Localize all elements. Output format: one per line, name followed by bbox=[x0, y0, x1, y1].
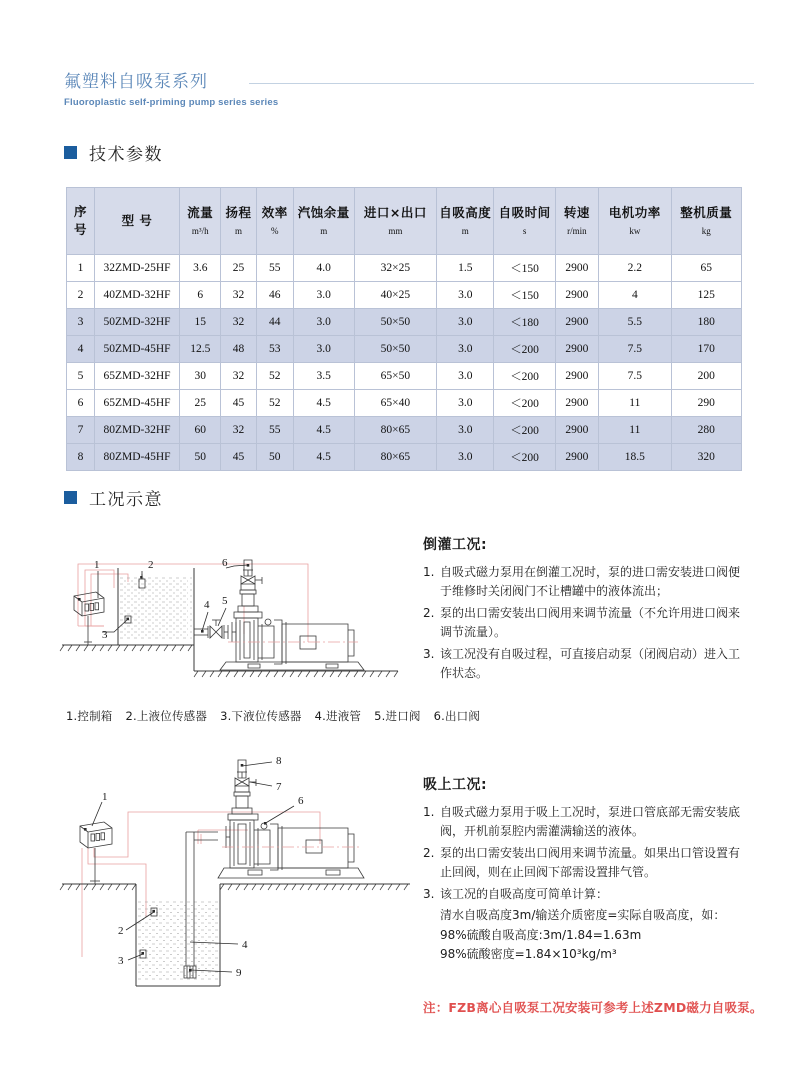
col-header-npsh-label: 汽蚀余量 bbox=[297, 205, 350, 221]
item-number: 2. bbox=[423, 605, 435, 620]
table-cell-power: 7.5 bbox=[599, 336, 671, 363]
col-header-inlet-outlet-unit: mm bbox=[388, 225, 403, 236]
lift-suction-title: 吸上工况: bbox=[423, 777, 488, 793]
table-cell-suction-time: ＜200 bbox=[494, 390, 555, 417]
lift-suction-text-block bbox=[423, 774, 743, 965]
col-header-efficiency-unit: % bbox=[270, 225, 279, 236]
table-body bbox=[67, 255, 742, 471]
table-cell-speed: 2900 bbox=[555, 336, 598, 363]
table-cell-model: 32ZMD-25HF bbox=[94, 255, 179, 282]
formula-line-2: 98%硫酸自吸高度:3m/1.84=1.63m bbox=[440, 927, 642, 942]
table-cell-suction-time: ＜180 bbox=[494, 309, 555, 336]
table-cell-power: 11 bbox=[599, 417, 671, 444]
table-cell-power: 11 bbox=[599, 390, 671, 417]
col-header-suction-time-label: 自吸时间 bbox=[498, 205, 551, 221]
section-heading-tech-params bbox=[64, 140, 163, 165]
col-header-mass-unit: kg bbox=[701, 225, 711, 236]
page-title-en: Fluoroplastic self-priming pump series series bbox=[64, 97, 279, 109]
lift-item-2 bbox=[423, 844, 743, 883]
col-header-motor-power bbox=[599, 188, 671, 255]
table-row bbox=[67, 390, 742, 417]
table-cell-speed: 2900 bbox=[555, 390, 598, 417]
col-header-suction-height-unit: m bbox=[461, 225, 469, 236]
table-cell-mass: 180 bbox=[671, 309, 741, 336]
diagram1-label-3: 3 bbox=[102, 629, 108, 641]
table-cell-model: 80ZMD-45HF bbox=[94, 444, 179, 471]
flooded-suction-text-block bbox=[423, 534, 743, 686]
lift-suction-items bbox=[423, 803, 743, 904]
col-header-flow-unit: m³/h bbox=[191, 225, 209, 236]
table-cell-npsh: 3.0 bbox=[293, 309, 354, 336]
legend-entry-3: 3.下液位传感器 bbox=[220, 709, 302, 723]
col-header-model-label: 型 号 bbox=[121, 212, 153, 228]
table-cell-npsh: 3.5 bbox=[293, 363, 354, 390]
table-row bbox=[67, 255, 742, 282]
diagram1-label-6: 6 bbox=[222, 557, 228, 569]
table-cell-flow: 12.5 bbox=[180, 336, 221, 363]
table-cell-power: 7.5 bbox=[599, 363, 671, 390]
legend-entry-5: 5.进口阀 bbox=[374, 709, 421, 723]
square-bullet-icon bbox=[64, 146, 77, 159]
lift-suction-formulas bbox=[423, 906, 743, 964]
table-cell-npsh: 4.0 bbox=[293, 255, 354, 282]
table-cell-inout: 50×50 bbox=[354, 336, 436, 363]
table-cell-mass: 200 bbox=[671, 363, 741, 390]
table-cell-flow: 25 bbox=[180, 390, 221, 417]
table-cell-suction-time: ＜200 bbox=[494, 417, 555, 444]
table-cell-eff: 53 bbox=[256, 336, 293, 363]
col-header-efficiency bbox=[256, 188, 293, 255]
title-divider bbox=[249, 83, 754, 84]
diagram2-label-6: 6 bbox=[298, 795, 304, 807]
table-cell-npsh: 4.5 bbox=[293, 444, 354, 471]
col-header-head bbox=[221, 188, 256, 255]
table-cell-mass: 280 bbox=[671, 417, 741, 444]
table-row bbox=[67, 363, 742, 390]
col-header-motor-power-label: 电机功率 bbox=[608, 205, 661, 221]
col-header-inlet-outlet-label: 进口×出口 bbox=[363, 205, 427, 221]
item-number: 3. bbox=[423, 886, 435, 901]
page-title-cn: 氟塑料自吸泵系列 bbox=[64, 72, 208, 92]
formula-line-1: 清水自吸高度3m/输送介质密度=实际自吸高度，如： bbox=[440, 908, 726, 923]
lift-item-1 bbox=[423, 803, 743, 842]
table-cell-no: 4 bbox=[67, 336, 95, 363]
table-cell-head: 32 bbox=[221, 309, 256, 336]
square-bullet-icon bbox=[64, 491, 77, 504]
table-row bbox=[67, 336, 742, 363]
table-cell-no: 5 bbox=[67, 363, 95, 390]
table-cell-suction-time: ＜150 bbox=[494, 282, 555, 309]
diagram1-label-4: 4 bbox=[204, 599, 210, 611]
col-header-speed-unit: r/min bbox=[567, 225, 587, 236]
table-cell-head: 32 bbox=[221, 282, 256, 309]
flooded-item-2 bbox=[423, 604, 743, 643]
page-header bbox=[64, 72, 754, 108]
flooded-item-3 bbox=[423, 645, 743, 684]
table-cell-model: 50ZMD-45HF bbox=[94, 336, 179, 363]
table-cell-inout: 50×50 bbox=[354, 309, 436, 336]
table-cell-no: 3 bbox=[67, 309, 95, 336]
table-cell-inout: 40×25 bbox=[354, 282, 436, 309]
table-cell-suction-height: 3.0 bbox=[437, 444, 494, 471]
table-cell-power: 2.2 bbox=[599, 255, 671, 282]
table-cell-eff: 55 bbox=[256, 255, 293, 282]
formula-line-3: 98%硫酸密度=1.84×10³kg/m³ bbox=[440, 947, 617, 962]
table-cell-suction-time: ＜200 bbox=[494, 444, 555, 471]
table-cell-head: 25 bbox=[221, 255, 256, 282]
lift-item-3 bbox=[423, 885, 743, 904]
table-cell-eff: 55 bbox=[256, 417, 293, 444]
diagram-lift-suction bbox=[58, 752, 418, 1002]
table-cell-inout: 80×65 bbox=[354, 444, 436, 471]
table-row bbox=[67, 309, 742, 336]
flooded-item-1 bbox=[423, 563, 743, 602]
legend-entry-6: 6.出口阀 bbox=[433, 709, 481, 723]
table-cell-eff: 50 bbox=[256, 444, 293, 471]
legend-entry-2: 2.上液位传感器 bbox=[125, 709, 208, 723]
table-cell-speed: 2900 bbox=[555, 282, 598, 309]
legend-entry-4: 4.进液管 bbox=[314, 709, 362, 723]
table-cell-speed: 2900 bbox=[555, 255, 598, 282]
table-cell-npsh: 4.5 bbox=[293, 390, 354, 417]
table-cell-speed: 2900 bbox=[555, 363, 598, 390]
table-cell-flow: 50 bbox=[180, 444, 221, 471]
table-cell-speed: 2900 bbox=[555, 444, 598, 471]
table-cell-head: 45 bbox=[221, 390, 256, 417]
table-cell-suction-height: 3.0 bbox=[437, 390, 494, 417]
table-cell-power: 5.5 bbox=[599, 309, 671, 336]
table-cell-mass: 125 bbox=[671, 282, 741, 309]
col-header-inlet-outlet bbox=[354, 188, 436, 255]
table-cell-suction-height: 3.0 bbox=[437, 417, 494, 444]
col-header-mass-label: 整机质量 bbox=[680, 205, 733, 221]
col-header-mass bbox=[671, 188, 741, 255]
table-cell-no: 1 bbox=[67, 255, 95, 282]
table-cell-mass: 65 bbox=[671, 255, 741, 282]
col-header-suction-time bbox=[494, 188, 555, 255]
flooded-suction-items bbox=[423, 563, 743, 684]
col-header-model bbox=[94, 188, 179, 255]
diagram1-legend bbox=[66, 708, 493, 724]
item-number: 3. bbox=[423, 646, 435, 661]
table-cell-head: 32 bbox=[221, 417, 256, 444]
table-cell-eff: 44 bbox=[256, 309, 293, 336]
table-cell-inout: 65×50 bbox=[354, 363, 436, 390]
table-cell-suction-height: 3.0 bbox=[437, 336, 494, 363]
table-cell-suction-time: ＜150 bbox=[494, 255, 555, 282]
section-title-text: 工况示意 bbox=[89, 490, 163, 510]
col-header-suction-time-unit: s bbox=[522, 225, 527, 236]
diagram1-label-1: 1 bbox=[94, 559, 100, 571]
table-cell-flow: 30 bbox=[180, 363, 221, 390]
item-text: 泵的出口需安装出口阀用来调节流量。如果出口管设置有止回阀，则在止回阀下部需设置排气管。 bbox=[440, 845, 741, 880]
col-header-npsh bbox=[293, 188, 354, 255]
table-row bbox=[67, 444, 742, 471]
table-cell-model: 50ZMD-32HF bbox=[94, 309, 179, 336]
table-cell-eff: 46 bbox=[256, 282, 293, 309]
col-header-head-unit: m bbox=[235, 225, 243, 236]
table-cell-flow: 3.6 bbox=[180, 255, 221, 282]
table-cell-eff: 52 bbox=[256, 390, 293, 417]
table-cell-inout: 80×65 bbox=[354, 417, 436, 444]
diagram1-label-5: 5 bbox=[222, 595, 228, 607]
section-heading-working-conditions bbox=[64, 485, 163, 510]
diagram-flooded-suction bbox=[58, 546, 418, 706]
footer-note: 注：FZB离心自吸泵工况安装可参考上述ZMD磁力自吸泵。 bbox=[423, 1000, 763, 1015]
item-text: 自吸式磁力泵用于吸上工况时，泵进口管底部无需安装底阀，开机前泵腔内需灌满输送的液体。 bbox=[440, 805, 741, 839]
table-cell-npsh: 3.0 bbox=[293, 336, 354, 363]
table-cell-head: 32 bbox=[221, 363, 256, 390]
col-header-no-label: 序 号 bbox=[73, 204, 87, 237]
col-header-flow-label: 流量 bbox=[187, 205, 214, 221]
table-row bbox=[67, 417, 742, 444]
table-cell-model: 65ZMD-32HF bbox=[94, 363, 179, 390]
table-row bbox=[67, 282, 742, 309]
diagram2-label-9: 9 bbox=[236, 967, 242, 979]
table-cell-npsh: 3.0 bbox=[293, 282, 354, 309]
col-header-suction-height-label: 自吸高度 bbox=[439, 205, 492, 221]
col-header-speed bbox=[555, 188, 598, 255]
table-cell-suction-height: 3.0 bbox=[437, 309, 494, 336]
col-header-suction-height bbox=[437, 188, 494, 255]
col-header-head-label: 扬程 bbox=[225, 205, 252, 221]
table-cell-npsh: 4.5 bbox=[293, 417, 354, 444]
table-cell-flow: 6 bbox=[180, 282, 221, 309]
table-cell-power: 18.5 bbox=[599, 444, 671, 471]
legend-entry-1: 1.控制箱 bbox=[66, 709, 113, 723]
table-cell-mass: 320 bbox=[671, 444, 741, 471]
flooded-suction-title: 倒灌工况: bbox=[423, 537, 488, 553]
diagram2-label-2: 2 bbox=[118, 925, 124, 937]
table-cell-suction-time: ＜200 bbox=[494, 363, 555, 390]
diagram2-label-1: 1 bbox=[102, 791, 108, 803]
table-cell-suction-height: 1.5 bbox=[437, 255, 494, 282]
table-header-row bbox=[67, 188, 742, 255]
table-cell-model: 65ZMD-45HF bbox=[94, 390, 179, 417]
table-cell-suction-time: ＜200 bbox=[494, 336, 555, 363]
item-number: 2. bbox=[423, 845, 435, 860]
table-cell-suction-height: 3.0 bbox=[437, 282, 494, 309]
table-header bbox=[67, 188, 742, 255]
table-cell-power: 4 bbox=[599, 282, 671, 309]
diagram2-label-7: 7 bbox=[276, 781, 282, 793]
table-cell-flow: 60 bbox=[180, 417, 221, 444]
table-cell-inout: 65×40 bbox=[354, 390, 436, 417]
diagram2-label-3: 3 bbox=[118, 955, 124, 967]
col-header-motor-power-unit: kw bbox=[629, 225, 641, 236]
col-header-npsh-unit: m bbox=[320, 225, 328, 236]
item-text: 泵的出口需安装出口阀用来调节流量（不允许用进口阀来调节流量）。 bbox=[440, 605, 741, 640]
specification-table bbox=[66, 187, 742, 471]
item-text: 自吸式磁力泵用在倒灌工况时，泵的进口需安装进口阀便于维修时关闭阀门不让槽罐中的液体流出； bbox=[440, 565, 741, 599]
col-header-speed-label: 转速 bbox=[563, 205, 590, 221]
table-cell-model: 80ZMD-32HF bbox=[94, 417, 179, 444]
col-header-no bbox=[67, 188, 95, 255]
item-text: 该工况的自吸高度可简单计算： bbox=[440, 886, 609, 901]
section-title-text: 技术参数 bbox=[89, 145, 163, 165]
diagram2-label-4: 4 bbox=[242, 939, 248, 951]
table-cell-flow: 15 bbox=[180, 309, 221, 336]
table-cell-head: 45 bbox=[221, 444, 256, 471]
table-cell-suction-height: 3.0 bbox=[437, 363, 494, 390]
item-number: 1. bbox=[423, 805, 435, 819]
table-cell-no: 7 bbox=[67, 417, 95, 444]
table-cell-speed: 2900 bbox=[555, 309, 598, 336]
table-cell-speed: 2900 bbox=[555, 417, 598, 444]
table-cell-no: 6 bbox=[67, 390, 95, 417]
table-cell-head: 48 bbox=[221, 336, 256, 363]
col-header-flow bbox=[180, 188, 221, 255]
col-header-efficiency-label: 效率 bbox=[261, 205, 288, 221]
item-text: 该工况没有自吸过程，可直接启动泵（闭阀启动）进入工作状态。 bbox=[440, 646, 741, 681]
table-cell-mass: 170 bbox=[671, 336, 741, 363]
table-cell-no: 2 bbox=[67, 282, 95, 309]
table-cell-inout: 32×25 bbox=[354, 255, 436, 282]
table-cell-no: 8 bbox=[67, 444, 95, 471]
table-cell-model: 40ZMD-32HF bbox=[94, 282, 179, 309]
diagram2-label-8: 8 bbox=[276, 755, 282, 767]
item-number: 1. bbox=[423, 565, 435, 579]
diagram1-label-2: 2 bbox=[148, 559, 154, 571]
table-cell-mass: 290 bbox=[671, 390, 741, 417]
table-cell-eff: 52 bbox=[256, 363, 293, 390]
